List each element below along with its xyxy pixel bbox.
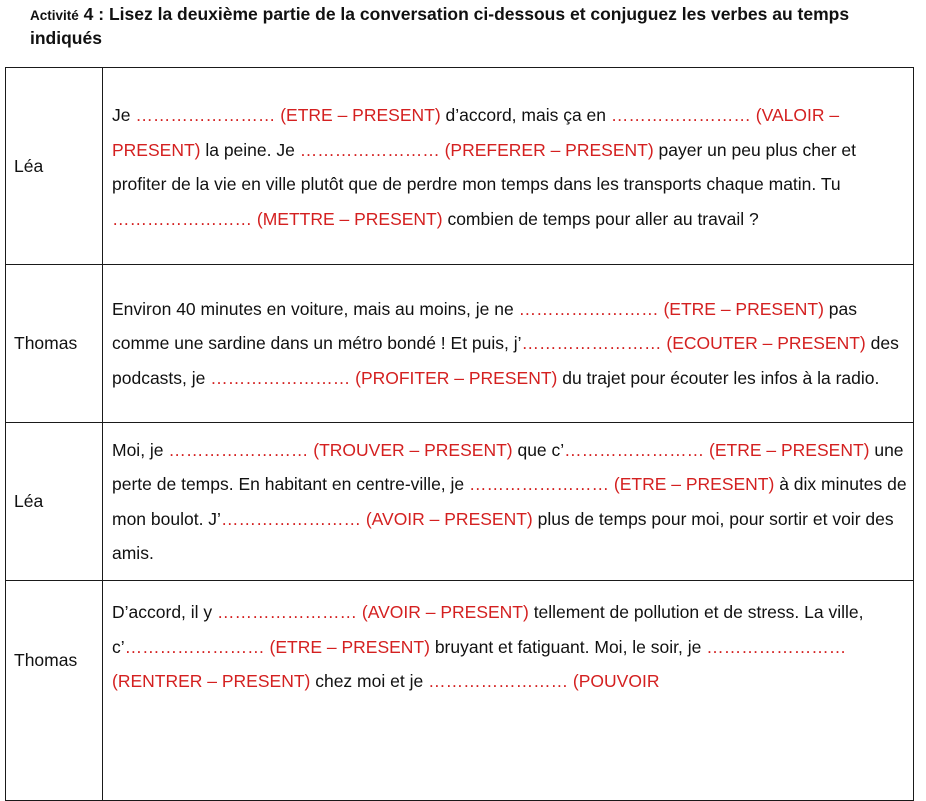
fill-in-blank[interactable]: …………………… [217, 602, 358, 622]
speaker-name: Léa [6, 423, 103, 581]
verb-tense-hint: (ETRE – PRESENT) [704, 439, 870, 460]
dialogue-table [5, 67, 914, 801]
verb-tense-hint: (ETRE – PRESENT) [609, 474, 775, 494]
verb-tense-hint: (PROFITER – PRESENT) [350, 367, 558, 388]
fill-in-blank[interactable]: …………………… [220, 508, 361, 529]
fill-in-blank[interactable]: …………………… [706, 636, 847, 657]
verb-tense-hint: (ETRE – PRESENT) [264, 636, 430, 657]
speaker-name: Léa [6, 68, 103, 265]
verb-tense-hint: (POUVOIR [568, 671, 660, 691]
dialogue-segment: payer un peu plus cher et profiter de la vie en ville plutôt que de perdre mon temps dans les transports chaque matin. Tu [112, 139, 857, 194]
activity-title [30, 3, 910, 49]
dialogue-segment: que c’ [512, 439, 565, 460]
verb-tense-hint: (RENTRER – PRESENT) [112, 671, 311, 691]
verb-tense-hint: (ECOUTER – PRESENT) [661, 333, 866, 354]
fill-in-blank[interactable]: …………………… [518, 298, 659, 319]
verb-tense-hint: (ETRE – PRESENT) [658, 298, 824, 319]
fill-in-blank[interactable]: …………………… [610, 105, 751, 125]
dialogue-segment: combien de temps pour aller au travail ? [442, 208, 759, 229]
dialogue-text [103, 68, 914, 265]
dialogue-segment: bruyant et fatiguant. Moi, le soir, je [429, 636, 707, 657]
dialogue-segment: une perte de temps. En habitant en centre-ville, je [112, 439, 904, 494]
dialogue-segment: du trajet pour écouter les infos à la radio. [557, 367, 880, 388]
dialogue-segment: d’accord, mais ça en [440, 105, 611, 125]
dialogue-segment: la peine. Je [200, 139, 300, 160]
fill-in-blank[interactable]: …………………… [469, 474, 610, 494]
verb-tense-hint: (VALOIR – PRESENT) [112, 105, 840, 160]
verb-tense-hint: (AVOIR – PRESENT) [357, 602, 529, 622]
fill-in-blank[interactable]: …………………… [135, 105, 276, 125]
activity-number: 4 [83, 4, 94, 24]
verb-tense-hint: (AVOIR – PRESENT) [360, 508, 533, 529]
fill-in-blank[interactable]: …………………… [428, 671, 569, 691]
dialogue-segment: Moi, je [112, 439, 169, 460]
verb-tense-hint: (PREFERER – PRESENT) [439, 139, 654, 160]
dialogue-segment: pas comme une sardine dans un métro bondé ! Et puis, j’ [112, 298, 857, 354]
verb-tense-hint: (METTRE – PRESENT) [252, 208, 443, 229]
fill-in-blank[interactable]: …………………… [112, 208, 252, 229]
speaker-name: Thomas [6, 581, 103, 801]
dialogue-text [103, 581, 914, 801]
dialogue-row [6, 581, 914, 801]
fill-in-blank[interactable]: …………………… [210, 367, 351, 388]
activity-prefix: Activité [30, 8, 79, 23]
dialogue-row [6, 265, 914, 423]
fill-in-blank[interactable]: …………………… [564, 439, 705, 460]
fill-in-blank[interactable]: …………………… [168, 439, 309, 460]
activity-instruction: : Lisez la deuxième partie de la conversation ci-dessous et conjuguez les verbes au temps indiqués [30, 4, 850, 48]
dialogue-segment: Environ 40 minutes en voiture, mais au moins, je ne [112, 298, 519, 319]
verb-tense-hint: (ETRE – PRESENT) [275, 105, 441, 125]
dialogue-text [103, 423, 914, 581]
dialogue-segment: des podcasts, je [112, 333, 899, 388]
dialogue-text [103, 265, 914, 423]
dialogue-segment: tellement de pollution et de stress. La ville, c’ [112, 602, 864, 657]
dialogue-segment: plus de temps pour moi, pour sortir et voir des amis. [112, 508, 894, 563]
fill-in-blank[interactable]: …………………… [521, 333, 662, 354]
dialogue-segment: D’accord, il y [112, 602, 218, 622]
dialogue-row [6, 68, 914, 265]
dialogue-segment: à dix minutes de mon boulot. J’ [112, 474, 907, 529]
dialogue-segment: chez moi et je [310, 671, 429, 691]
dialogue-row [6, 423, 914, 581]
dialogue-segment: Je [112, 105, 136, 125]
speaker-name: Thomas [6, 265, 103, 423]
fill-in-blank[interactable]: …………………… [124, 636, 265, 657]
verb-tense-hint: (TROUVER – PRESENT) [308, 439, 513, 460]
fill-in-blank[interactable]: …………………… [299, 139, 440, 160]
